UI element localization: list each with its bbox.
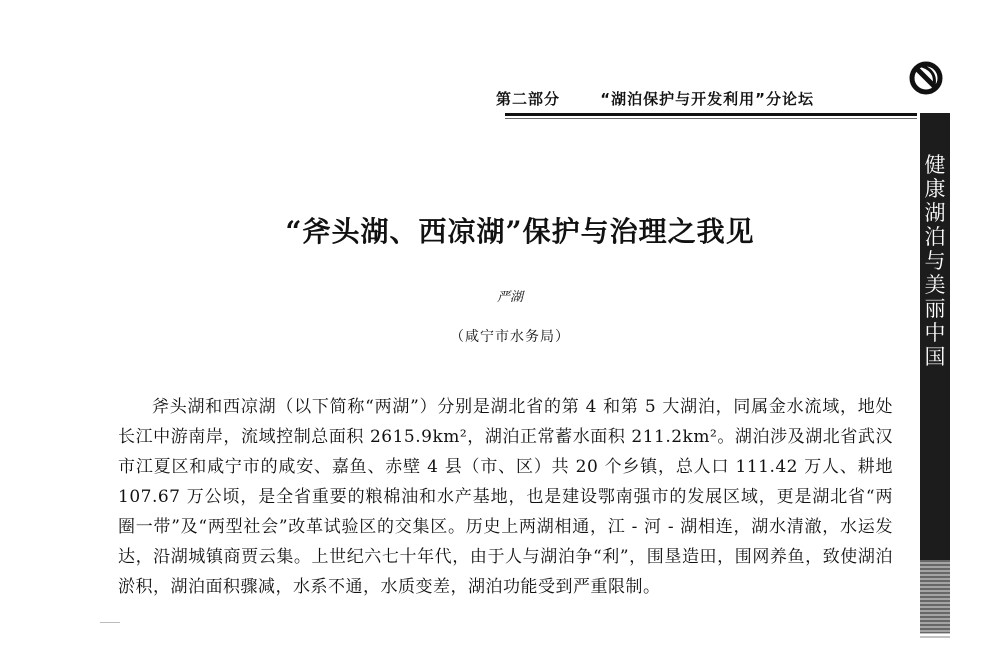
header-part: 第二部分 [496, 90, 561, 108]
running-header [496, 88, 908, 108]
logo-mark [906, 58, 946, 98]
header-rule [505, 113, 917, 116]
sidebar-title: 健康湖泊与美丽中国 [924, 153, 946, 369]
margin-mark [100, 622, 120, 623]
header-section: “湖泊保护与开发利用”分论坛 [600, 90, 814, 108]
article-paragraph: 斧头湖和西凉湖（以下简称“两湖”）分别是湖北省的第 4 和第 5 大湖泊，同属金水流域，地处长江中游南岸，流域控制总面积 2615.9km²，湖泊正常蓄水面积 211.2km²。湖泊涉及湖北省武汉市江夏区和咸宁市的咸安、嘉鱼、赤壁 4 县（市、区）共 20 个乡镇，总人口 111.42 万人、耕地 107.67 万公顷，是全省重要的粮棉油和水产基地，也是建设鄂南强市的发展区域，更是湖北省“两圈一带”及“两型社会”改革试验区的交集区。历史上两湖相通，江 - 河 - 湖相连，湖水清澈，水运发达，沿湖城镇商贾云集。上世纪六七十年代，由于人与湖泊争“利”，围垦造田，围网养鱼，致使湖泊淤积，湖泊面积骤减，水系不通，水质变差，湖泊功能受到严重限制。 [118, 397, 893, 597]
sidebar-band [920, 113, 950, 633]
header-rule-thin [505, 118, 917, 119]
article-author: 严湖 [496, 290, 523, 305]
article-affiliation: （咸宁市水务局） [450, 329, 570, 345]
sidebar-edge-texture [920, 560, 950, 640]
article-title: “斧头湖、西凉湖”保护与治理之我见 [285, 215, 755, 248]
